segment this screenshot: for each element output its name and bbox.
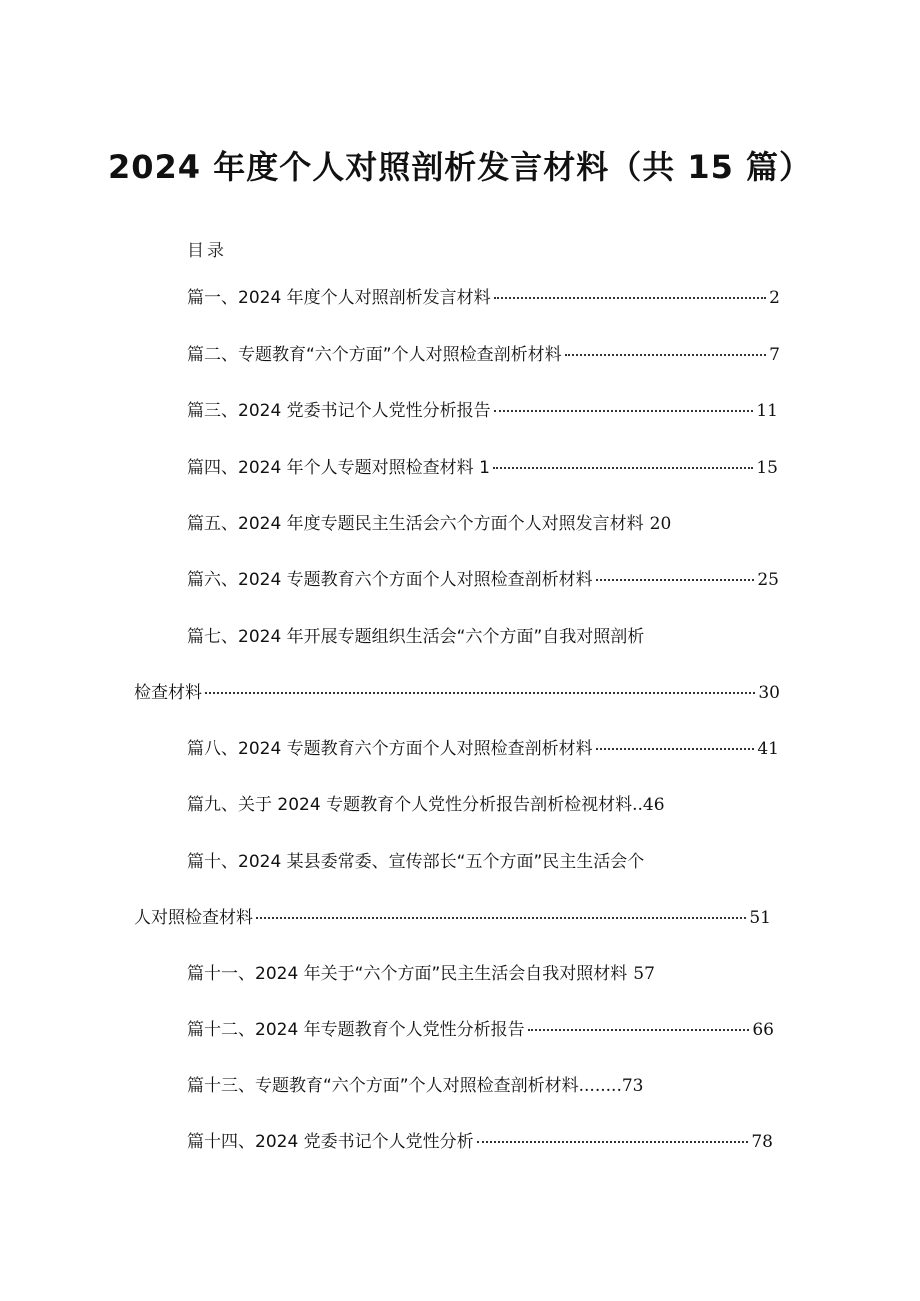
toc-dot-leader — [528, 1029, 750, 1031]
toc-entry-title: 篇十、2024 某县委常委、宣传部长“五个方面”民主生活会个 — [187, 852, 645, 872]
toc-entry-13[interactable] — [187, 1074, 644, 1098]
toc-entry-2[interactable] — [187, 343, 780, 367]
toc-entry-title: 篇十二、2024 年专题教育个人党性分析报告 — [187, 1020, 525, 1040]
toc-entry-title-continued: 人对照检查材料 — [134, 908, 253, 928]
toc-entry-12[interactable] — [187, 1018, 774, 1042]
toc-entry-3[interactable] — [187, 399, 778, 423]
toc-page-number: 30 — [758, 683, 780, 703]
toc-entry-title: 篇二、专题教育“六个方面”个人对照检查剖析材料 — [187, 345, 562, 365]
toc-dot-leader — [477, 1141, 749, 1143]
toc-heading: 目录 — [187, 241, 227, 261]
toc-page-number: ........73 — [578, 1076, 644, 1096]
toc-entry-9[interactable] — [187, 793, 665, 817]
toc-entry-4[interactable] — [187, 456, 778, 480]
toc-entry-title: 篇九、关于 2024 专题教育个人党性分析报告剖析检视材料 — [187, 795, 633, 815]
toc-entry-7[interactable] — [187, 625, 644, 649]
toc-dot-leader — [596, 579, 755, 581]
toc-entry-title: 篇四、2024 年个人专题对照检查材料 1 — [187, 458, 490, 478]
toc-entry-title: 篇十四、2024 党委书记个人党性分析 — [187, 1132, 474, 1152]
toc-dot-leader — [256, 917, 746, 919]
toc-entry-8[interactable] — [187, 737, 779, 761]
toc-entry-title: 篇五、2024 年度专题民主生活会六个方面个人对照发言材料 — [187, 514, 644, 534]
document-title: 2024 年度个人对照剖析发言材料（共 15 篇） — [107, 148, 813, 186]
toc-entry-title: 篇八、2024 专题教育六个方面个人对照检查剖析材料 — [187, 739, 593, 759]
toc-page-number: ..46 — [632, 795, 665, 815]
toc-entry-title: 篇十一、2024 年关于“六个方面”民主生活会自我对照材料 — [187, 964, 628, 984]
toc-entry-title-continued: 检查材料 — [134, 683, 202, 703]
toc-entry-title: 篇六、2024 专题教育六个方面个人对照检查剖析材料 — [187, 570, 593, 590]
toc-entry-title: 篇七、2024 年开展专题组织生活会“六个方面”自我对照剖析 — [187, 627, 645, 647]
toc-entry-7-continued[interactable] — [134, 681, 780, 705]
toc-dot-leader — [565, 354, 767, 356]
toc-entry-10-continued[interactable] — [134, 906, 771, 930]
toc-page-number: 25 — [757, 570, 779, 590]
toc-page-number: 11 — [756, 401, 778, 421]
toc-dot-leader — [596, 748, 755, 750]
toc-page-number: 20 — [649, 514, 672, 534]
toc-page-number: 41 — [757, 739, 779, 759]
toc-page-number: 15 — [756, 458, 778, 478]
toc-entry-title: 篇三、2024 党委书记个人党性分析报告 — [187, 401, 491, 421]
toc-page-number: 57 — [633, 964, 655, 984]
toc-entry-14[interactable] — [187, 1130, 773, 1154]
toc-entry-title: 篇一、2024 年度个人对照剖析发言材料 — [187, 288, 491, 308]
toc-dot-leader — [493, 467, 753, 469]
toc-page-number: 66 — [752, 1020, 774, 1040]
toc-entry-11[interactable] — [187, 962, 655, 986]
toc-dot-leader — [494, 410, 754, 412]
toc-entry-title: 篇十三、专题教育“六个方面”个人对照检查剖析材料 — [187, 1076, 579, 1096]
toc-page-number: 51 — [749, 908, 771, 928]
toc-entry-10[interactable] — [187, 850, 644, 874]
toc-page-number: 2 — [769, 288, 780, 308]
toc-entry-6[interactable] — [187, 568, 779, 592]
toc-page-number: 78 — [751, 1132, 773, 1152]
toc-dot-leader — [205, 692, 755, 694]
toc-dot-leader — [494, 297, 767, 299]
toc-page-number: 7 — [769, 345, 780, 365]
toc-entry-5[interactable] — [187, 512, 671, 536]
toc-entry-1[interactable] — [187, 286, 780, 310]
